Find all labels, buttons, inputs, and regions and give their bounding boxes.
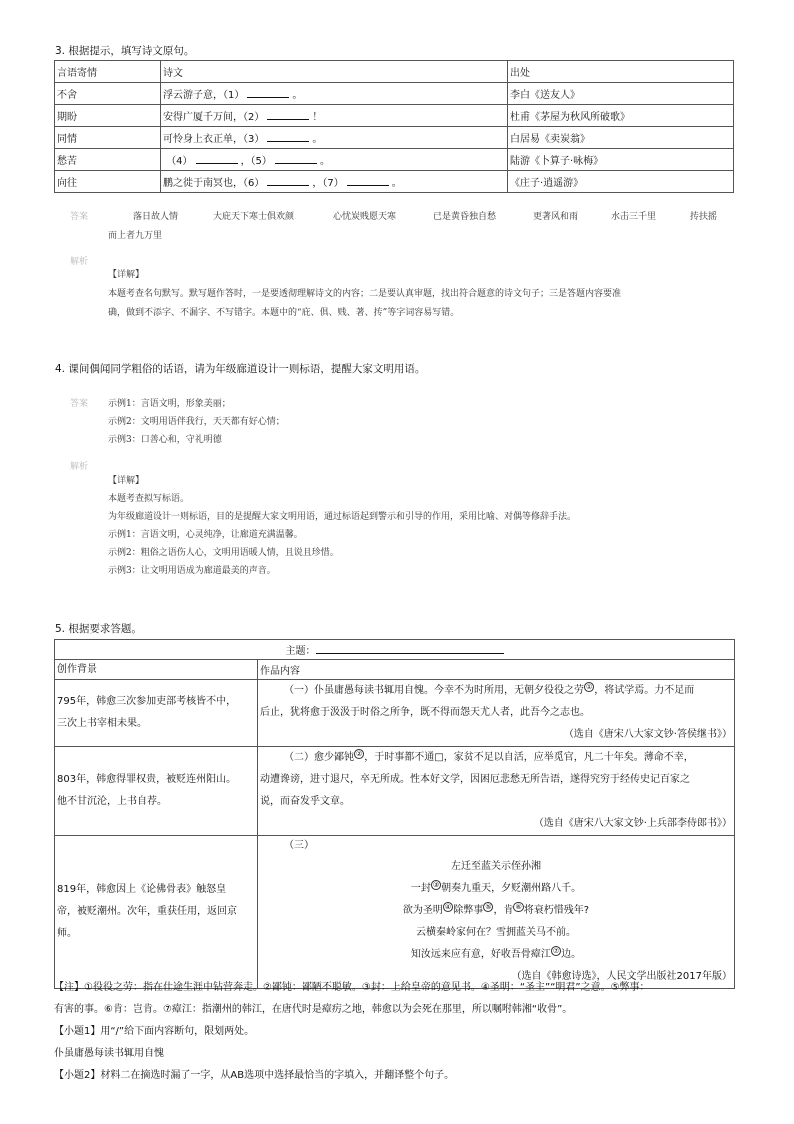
q4-title: 4. 课间偶闻同学粗俗的话语，请为年级廊道设计一则标语，提醒大家文明用语。	[55, 363, 426, 375]
note-line: 有害的事。⑥肯：岂肯。⑦瘴江：指潮州的韩江，在唐代时是瘴疠之地，韩愈以为会死在那里，所以嘱咐韩湘“收骨”。	[54, 1004, 573, 1015]
source-cell: 李白《送友人》	[508, 83, 734, 105]
example-item: 示例3：口善心和，守礼明德	[108, 435, 222, 445]
source-citation: （选自《唐宋八大家文钞·答侯继书》）	[563, 729, 732, 740]
header-background: 创作背景	[55, 660, 258, 680]
q3-analysis-label: 解析	[70, 257, 89, 267]
table-row	[55, 105, 734, 127]
table-row	[55, 747, 735, 836]
poem-line: 云横秦岭家何在？雪拥蓝关马不前。	[416, 927, 576, 938]
answer-item: 更著风和雨	[533, 212, 579, 222]
fill-blank-4[interactable]	[196, 153, 238, 164]
header-poem: 诗文	[161, 61, 508, 83]
fill-blank-6[interactable]	[267, 175, 309, 186]
source-cell: 《庄子·逍遥游》	[508, 171, 734, 193]
example-item: 示例2：文明用语伴我行，天天都有好心情；	[108, 417, 285, 427]
fill-blank-7[interactable]	[347, 175, 389, 186]
poem-line: 一封 ③ 朝奏九重天，夕贬潮州路八千。	[410, 880, 582, 894]
poem-line: 知汝远来应有意，好收吾骨瘴江 ⑦ 边。	[410, 946, 582, 960]
content-cell: （三） 左迁至蓝关示侄孙湘 一封 ③ 朝奏九重天，夕贬潮州路八千。 欲为圣明 ④ 除弊事 ⑤ ，肯 ⑥ 将衰朽惜残年? 云横秦岭家何在？雪拥蓝关马不前。 知汝远来应有意，好收吾骨瘴江 ⑦ 边。 （选自《韩愈诗选》，人民文学出版社2017年版）	[258, 836, 735, 989]
emotion-cell: 向往	[55, 171, 161, 193]
q3-table	[54, 60, 734, 193]
table-row	[55, 836, 735, 989]
sub-question-1: 【小题1】用“/”给下面内容断句，限划两处。	[54, 1026, 255, 1037]
source-cell: 陆游《卜算子·咏梅》	[508, 149, 734, 171]
poem-line: 欲为圣明 ④ 除弊事 ⑤ ，肯 ⑥ 将衰朽惜残年?	[402, 902, 590, 916]
fill-blank-2[interactable]	[267, 109, 309, 120]
q5-table	[54, 639, 735, 989]
theme-row	[55, 640, 735, 660]
fill-blank-1[interactable]	[247, 87, 289, 98]
source-citation: （选自《唐宋八大家文钞·上兵部李侍郎书》）	[533, 818, 732, 829]
fill-blank-5[interactable]	[275, 153, 317, 164]
poem-title: 左迁至蓝关示侄孙湘	[451, 861, 541, 872]
q4-answer-label: 答案	[70, 399, 89, 409]
poem-cell: 安得广厦千万间，（2） ！	[161, 105, 508, 127]
table-header-row	[55, 61, 734, 83]
table-header-row	[55, 660, 735, 680]
content-cell: （一）仆虽庸愚每读书辄用自愧。今幸不为时所用，无朝夕役役之劳 ① ，将试学焉。力不足而 后止，犹将愈于汲汲于时俗之所争，既不得而怨天尤人者，此吾今之志也。 （选自《唐宋八大家文钞·答侯继书》）	[258, 680, 735, 747]
header-source: 出处	[508, 61, 734, 83]
answer-item: 心忧炭贱愿天寒	[333, 212, 397, 222]
theme-cell: 主题：	[55, 640, 735, 660]
note-line: 【注】①役役之劳：指在仕途生涯中钻营奔走。②鄙钝：鄙陋不聪敏。③封：上给皇帝的意见书。④圣明：“圣主”“明君”之意。⑤弊事：	[54, 982, 650, 993]
content-cell: （二）愈少鄙钝 ② ，于时事都不通□，家贫不足以自活，应举觅官，凡二十年矣。薄命不幸， 动遭谗谤，进寸退尺，卒无所成。性本好文学，因困厄悲愁无所告语，遂得究穷于经传史记百家之 说，而奋发乎文章。 （选自《唐宋八大家文钞·上兵部李侍郎书》）	[258, 747, 735, 836]
q4-analysis-label: 解析	[70, 462, 89, 472]
source-cell: 杜甫《茅屋为秋风所破歌》	[508, 105, 734, 127]
answer-item: 抟扶摇	[690, 212, 718, 222]
source-citation: （选自《韩愈诗选》，人民文学出版社2017年版）	[511, 971, 732, 982]
source-cell: 白居易《卖炭翁》	[508, 127, 734, 149]
answer-item: 落日故人情	[133, 212, 179, 222]
background-cell: 795年，韩愈三次参加吏部考核皆不中， 三次上书宰相未果。	[55, 680, 258, 747]
sub-question-2: 【小题2】材料二在摘选时漏了一字，从AB选项中选择最恰当的字填入，并翻译整个句子。	[54, 1070, 455, 1081]
emotion-cell: 不舍	[55, 83, 161, 105]
emotion-cell: 同情	[55, 127, 161, 149]
poem-cell: 浮云游子意，（1） 。	[161, 83, 508, 105]
q5-title: 5. 根据要求答题。	[55, 623, 142, 635]
theme-blank[interactable]	[316, 643, 504, 654]
fill-blank-3[interactable]	[267, 131, 309, 142]
q4-analysis: 【详解】 本题考查拟写标语。 为年级廊道设计一则标语，目的是提醒大家文明用语，通过标语起到警示和引导的作用，采用比喻、对偶等修辞手法。 示例1：言语文明，心灵纯净，让廊道充满温馨。 示例2：粗俗之语伤人心，文明用语暖人情，且说且珍惜。 示例3：让文明用语成为廊道最美的声音。	[108, 476, 577, 576]
header-content: 作品内容	[258, 660, 735, 680]
answer-item: 已是黄昏独自愁	[433, 212, 497, 222]
sub-question-text: 仆虽庸愚每读书辄用自愧	[54, 1048, 164, 1059]
header-emotion: 言语寄情	[55, 61, 161, 83]
q3-answer-label: 答案	[70, 212, 89, 222]
poem-cell: （4） ，（5） 。	[161, 149, 508, 171]
q5-notes	[54, 977, 744, 1087]
example-item: 示例1：言语文明，形象美丽；	[108, 399, 231, 409]
emotion-cell: 愁苦	[55, 149, 161, 171]
table-row	[55, 680, 735, 747]
table-row	[55, 171, 734, 193]
answer-item: 大庇天下寒士俱欢颜	[213, 212, 295, 222]
poem-cell: 可怜身上衣正单，（3） 。	[161, 127, 508, 149]
table-row	[55, 127, 734, 149]
background-cell: 803年，韩愈得罪权贵，被贬连州阳山。 他不甘沉沦，上书自荐。	[55, 747, 258, 836]
q3-title: 3. 根据提示，填写诗文原句。	[55, 45, 195, 57]
emotion-cell: 期盼	[55, 105, 161, 127]
table-row	[55, 149, 734, 171]
answer-item: 而上者九万里	[108, 231, 163, 241]
background-cell: 819年，韩愈因上《论佛骨表》触怒皇 帝，被贬潮州。次年，重获任用，返回京 师。	[55, 836, 258, 989]
answer-item: 水击三千里	[611, 212, 657, 222]
table-row	[55, 83, 734, 105]
poem-cell: 鹏之徙于南冥也，（6） ，（7） 。	[161, 171, 508, 193]
q3-analysis: 【详解】 本题考查名句默写。默写题作答时，一是要透彻理解诗文的内容；二是要认真审题，找出符合题意的诗文句子；三是答题内容要准 确，做到不添字、不漏字、不写错字。本题中的“庇、俱、贱、著、抟”等字词容易写错。	[108, 270, 622, 318]
